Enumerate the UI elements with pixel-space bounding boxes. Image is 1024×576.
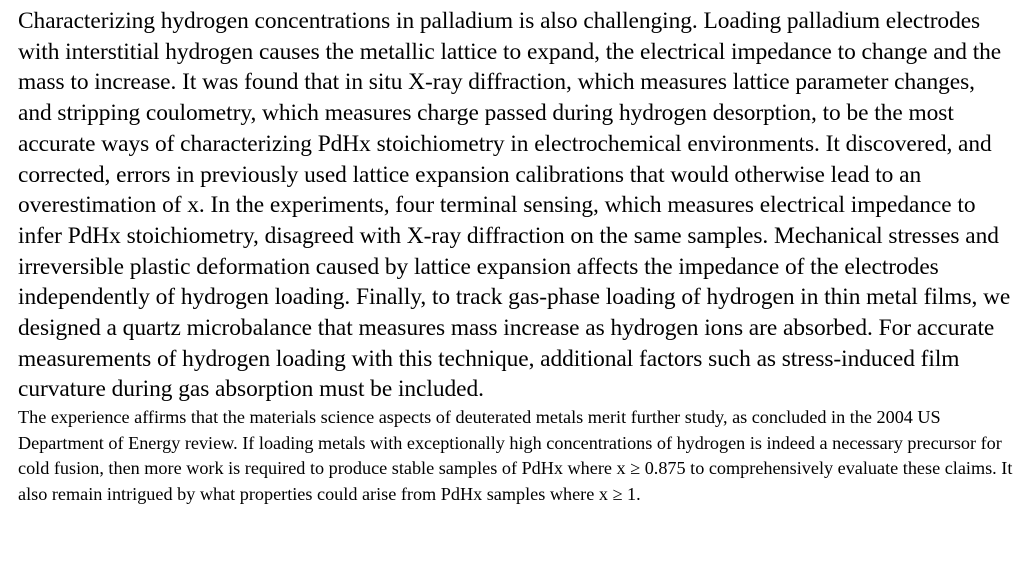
- paragraph-conclusion: The experience affirms that the materials science aspects of deuterated metals merit further study, as concluded in the 2004 US Department of Energy review. If loading metals with exceptionally high concentrations of hydrogen is indeed a necessary precursor for cold fusion, then more work is required to produce stable samples of PdHx where x ≥ 0.875 to comprehensively evaluate these claims. It also remain intrigued by what properties could arise from PdHx samples where x ≥ 1.: [18, 407, 1013, 504]
- paragraph-hydrogen-characterization: Characterizing hydrogen concentrations in palladium is also challenging. Loading palladium electrodes with interstitial hydrogen causes the metallic lattice to expand, the electrical impedance to change and the mass to increase. It was found that in situ X-ray diffraction, which measures lattice parameter changes, and stripping coulometry, which measures charge passed during hydrogen desorption, to be the most accurate ways of characterizing PdHx stoichiometry in electrochemical environments. It discovered, and corrected, errors in previously used lattice expansion calibrations that would otherwise lead to an overestimation of x. In the experiments, four terminal sensing, which measures electrical impedance to infer PdHx stoichiometry, disagreed with X-ray diffraction on the same samples. Mechanical stresses and irreversible plastic deformation caused by lattice expansion affects the impedance of the electrodes independently of hydrogen loading. Finally, to track gas-phase loading of hydrogen in thin metal films, we designed a quartz microbalance that measures mass increase as hydrogen ions are absorbed. For accurate measurements of hydrogen loading with this technique, additional factors such as stress-induced film curvature during gas absorption must be included.: [18, 8, 1011, 403]
